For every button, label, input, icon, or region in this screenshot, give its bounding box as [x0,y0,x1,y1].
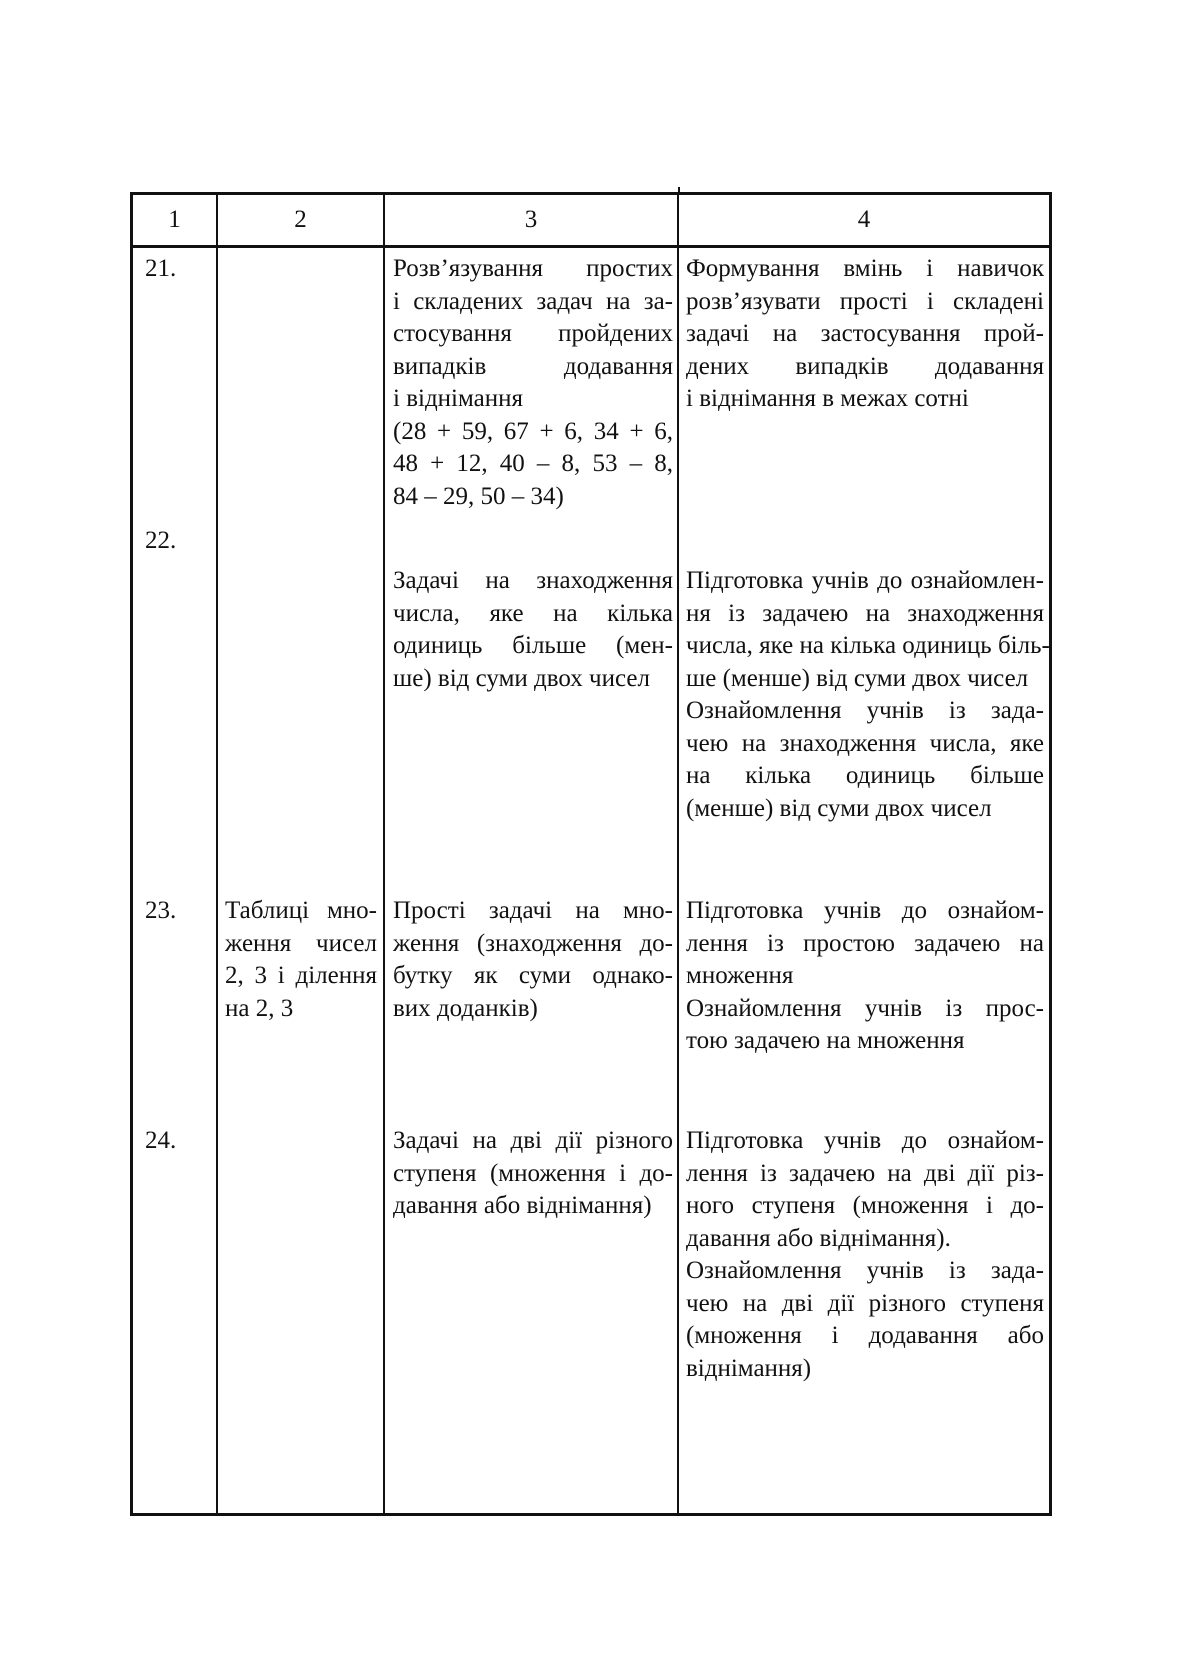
text-line: і складених задач на за- [393,287,673,315]
text-line: на 2, 3 [225,994,294,1022]
row-24-number: 24. [145,1127,177,1154]
header-col-3: 3 [524,206,538,233]
text-line: випадків додавання [393,352,673,380]
row-23-section [225,895,377,1025]
text-line: ня із задачею на знаходження [686,599,1044,627]
column-divider-3 [677,195,679,1513]
text-line: і віднімання в межах сотні [686,385,969,412]
text-line: 48 + 12, 40 – 8, 53 – 8, [393,450,673,477]
text-line: Задачі на дві дії різного [393,1127,673,1154]
text-line: тою задачею на множення [686,1027,965,1054]
text-line: Підготовка учнів до ознайом- [686,1127,1044,1154]
text-line: Підготовка учнів до ознайом- [686,897,1044,924]
text-line: лення із простою задачею на [686,929,1044,957]
text-line: Таблиці мно- [225,897,377,924]
row-22-number: 22. [145,527,177,554]
text-line: (менше) від суми двох чисел [686,794,992,822]
text-line: ного ступеня (множення і до- [686,1192,1044,1219]
row-23-topic [393,895,673,1025]
row-21-topic [393,253,673,513]
text-line: вих доданків) [393,994,538,1022]
text-line: лення із задачею на дві дії різ- [686,1159,1044,1187]
text-line: Підготовка учнів до ознайомлен- [686,567,1044,594]
text-line: Ознайомлення учнів із зада- [686,697,1044,724]
text-line: Розв’язування простих [393,255,673,282]
header-col-4: 4 [857,206,871,233]
header-col-2: 2 [294,206,307,233]
text-line: чею на знаходження числа, яке [686,729,1044,757]
row-23-goal [686,895,1044,1058]
text-line: і віднімання [393,385,523,412]
text-line: давання або віднімання). [686,1224,951,1252]
column-divider-1 [216,195,218,1513]
text-line: розв’язувати прості і складені [686,287,1044,315]
row-21-goal [686,253,1044,416]
column-divider-2 [383,195,385,1513]
text-line: ше (менше) від суми двох чисел [686,664,1029,692]
text-line: стосування пройдених [393,320,673,347]
text-line: на кілька одиниць більше [686,762,1044,789]
row-24-topic [393,1125,673,1223]
text-line: бутку як суми однако- [393,962,673,989]
text-line: дених випадків додавання [686,352,1044,380]
row-21-number: 21. [145,255,177,282]
text-line: 2, 3 і ділення [225,962,377,989]
text-line: Прості задачі на мно- [393,897,673,924]
text-line: давання або віднімання) [393,1192,652,1219]
lesson-table [130,192,1052,1516]
text-line: ше) від суми двох чисел [393,664,650,692]
row-23-number: 23. [145,897,177,924]
text-line: числа, яке на кілька одиниць біль- [686,632,1050,659]
text-line: одиниць більше (мен- [393,632,673,659]
text-line: ження чисел [225,929,377,957]
text-line: (28 + 59, 67 + 6, 34 + 6, [393,417,673,445]
text-line: Ознайомлення учнів із прос- [686,994,1044,1022]
text-line: множення [686,962,794,989]
text-line: Задачі на знаходження [393,567,673,594]
row-22-topic [393,565,673,695]
text-line: (множення і додавання або [686,1322,1044,1349]
text-line: ступеня (множення і до- [393,1159,673,1187]
row-22-goal [686,565,1050,825]
text-line: віднімання) [686,1354,812,1382]
header-col-1: 1 [168,206,181,233]
text-line: 84 – 29, 50 – 34) [393,482,564,510]
column-tick [678,187,680,195]
text-line: задачі на застосування прой- [686,320,1044,347]
text-line: ження (знаходження до- [393,929,673,957]
text-line: числа, яке на кілька [393,599,673,627]
text-line: чею на дві дії різного ступеня [686,1289,1044,1317]
header-divider [133,245,1049,248]
row-24-goal [686,1125,1044,1385]
text-line: Формування вмінь і навичок [686,255,1044,282]
text-line: Ознайомлення учнів із зада- [686,1257,1044,1284]
